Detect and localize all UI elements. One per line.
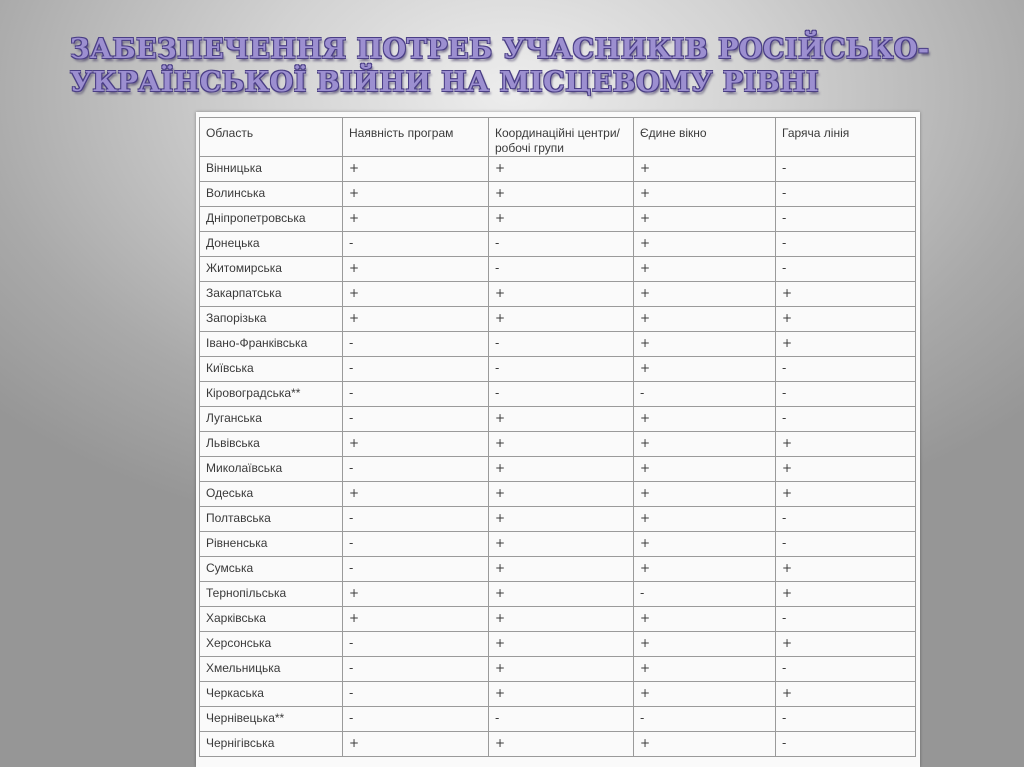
- cell-region: Львівська: [200, 432, 343, 457]
- cell-hotline: -: [776, 257, 916, 282]
- cell-single-window: +: [634, 307, 776, 332]
- cell-single-window: +: [634, 332, 776, 357]
- cell-coordination-centers: +: [489, 307, 634, 332]
- cell-region: Донецька: [200, 232, 343, 257]
- cell-hotline: -: [776, 707, 916, 732]
- cell-programs: +: [343, 607, 489, 632]
- table-row: [200, 307, 916, 332]
- cell-coordination-centers: +: [489, 507, 634, 532]
- table-row: [200, 457, 916, 482]
- cell-hotline: -: [776, 382, 916, 407]
- cell-coordination-centers: +: [489, 407, 634, 432]
- table-row: [200, 182, 916, 207]
- slide-title-line-1: ЗАБЕЗПЕЧЕННЯ ПОТРЕБ УЧАСНИКІВ РОСІЙСЬКО-: [70, 34, 930, 65]
- cell-programs: +: [343, 157, 489, 182]
- slide-title: [70, 33, 1010, 99]
- table-row: [200, 207, 916, 232]
- cell-region: Волинська: [200, 182, 343, 207]
- cell-coordination-centers: +: [489, 607, 634, 632]
- cell-programs: +: [343, 282, 489, 307]
- cell-region: Черкаська: [200, 682, 343, 707]
- cell-hotline: -: [776, 157, 916, 182]
- table-row: [200, 657, 916, 682]
- cell-single-window: +: [634, 532, 776, 557]
- cell-hotline: -: [776, 507, 916, 532]
- cell-single-window: -: [634, 707, 776, 732]
- cell-programs: +: [343, 257, 489, 282]
- cell-region: Сумська: [200, 557, 343, 582]
- cell-programs: +: [343, 182, 489, 207]
- table-row: [200, 332, 916, 357]
- cell-coordination-centers: +: [489, 457, 634, 482]
- cell-coordination-centers: +: [489, 532, 634, 557]
- cell-hotline: +: [776, 557, 916, 582]
- cell-single-window: +: [634, 157, 776, 182]
- table-row: [200, 682, 916, 707]
- cell-hotline: -: [776, 407, 916, 432]
- header-region: Область: [200, 118, 343, 157]
- cell-coordination-centers: +: [489, 632, 634, 657]
- cell-programs: -: [343, 457, 489, 482]
- table-row: [200, 532, 916, 557]
- cell-hotline: -: [776, 207, 916, 232]
- cell-hotline: -: [776, 232, 916, 257]
- table-row: [200, 382, 916, 407]
- cell-coordination-centers: -: [489, 382, 634, 407]
- table-row: [200, 257, 916, 282]
- cell-region: Дніпропетровська: [200, 207, 343, 232]
- cell-programs: -: [343, 707, 489, 732]
- header-coordination-centers: Координаційні центри/робочі групи: [489, 118, 634, 157]
- cell-single-window: +: [634, 507, 776, 532]
- cell-single-window: +: [634, 232, 776, 257]
- table-row: [200, 507, 916, 532]
- header-hotline: Гаряча лінія: [776, 118, 916, 157]
- table-row: [200, 607, 916, 632]
- cell-coordination-centers: +: [489, 182, 634, 207]
- cell-programs: +: [343, 432, 489, 457]
- cell-coordination-centers: -: [489, 332, 634, 357]
- table-row: [200, 557, 916, 582]
- table-row: [200, 632, 916, 657]
- cell-single-window: +: [634, 257, 776, 282]
- cell-region: Полтавська: [200, 507, 343, 532]
- cell-coordination-centers: +: [489, 732, 634, 757]
- table-row: [200, 282, 916, 307]
- table-row: [200, 232, 916, 257]
- cell-single-window: +: [634, 432, 776, 457]
- cell-programs: -: [343, 507, 489, 532]
- cell-programs: +: [343, 482, 489, 507]
- cell-hotline: -: [776, 357, 916, 382]
- cell-region: Вінницька: [200, 157, 343, 182]
- cell-hotline: -: [776, 732, 916, 757]
- cell-single-window: +: [634, 632, 776, 657]
- cell-single-window: +: [634, 732, 776, 757]
- cell-hotline: +: [776, 482, 916, 507]
- cell-region: Закарпатська: [200, 282, 343, 307]
- header-single-window: Єдине вікно: [634, 118, 776, 157]
- cell-single-window: +: [634, 282, 776, 307]
- header-programs: Наявність програм: [343, 118, 489, 157]
- cell-region: Харківська: [200, 607, 343, 632]
- cell-region: Київська: [200, 357, 343, 382]
- cell-hotline: +: [776, 682, 916, 707]
- table-body: [200, 157, 916, 757]
- cell-hotline: +: [776, 307, 916, 332]
- cell-programs: -: [343, 382, 489, 407]
- cell-region: Луганська: [200, 407, 343, 432]
- cell-single-window: +: [634, 482, 776, 507]
- cell-coordination-centers: +: [489, 682, 634, 707]
- table-row: [200, 357, 916, 382]
- cell-single-window: +: [634, 182, 776, 207]
- cell-programs: -: [343, 332, 489, 357]
- cell-programs: -: [343, 682, 489, 707]
- cell-hotline: -: [776, 657, 916, 682]
- cell-hotline: -: [776, 182, 916, 207]
- table-header-row: [200, 118, 916, 157]
- cell-coordination-centers: -: [489, 707, 634, 732]
- cell-programs: -: [343, 532, 489, 557]
- table-row: [200, 407, 916, 432]
- cell-region: Рівненська: [200, 532, 343, 557]
- cell-programs: -: [343, 557, 489, 582]
- cell-coordination-centers: +: [489, 482, 634, 507]
- cell-programs: +: [343, 582, 489, 607]
- cell-region: Тернопільська: [200, 582, 343, 607]
- slide-title-line-2: УКРАЇНСЬКОЇ ВІЙНИ НА МІСЦЕВОМУ РІВНІ: [70, 67, 820, 98]
- table-row: [200, 732, 916, 757]
- cell-region: Херсонська: [200, 632, 343, 657]
- cell-coordination-centers: -: [489, 232, 634, 257]
- cell-hotline: -: [776, 607, 916, 632]
- cell-region: Житомирська: [200, 257, 343, 282]
- cell-region: Чернівецька**: [200, 707, 343, 732]
- cell-hotline: +: [776, 632, 916, 657]
- cell-programs: -: [343, 407, 489, 432]
- table-row: [200, 482, 916, 507]
- cell-single-window: +: [634, 557, 776, 582]
- table-row: [200, 157, 916, 182]
- cell-single-window: -: [634, 582, 776, 607]
- cell-coordination-centers: +: [489, 657, 634, 682]
- cell-single-window: +: [634, 607, 776, 632]
- cell-programs: -: [343, 232, 489, 257]
- cell-single-window: +: [634, 657, 776, 682]
- cell-hotline: +: [776, 432, 916, 457]
- cell-region: Хмельницька: [200, 657, 343, 682]
- cell-coordination-centers: +: [489, 557, 634, 582]
- cell-coordination-centers: +: [489, 207, 634, 232]
- cell-hotline: +: [776, 582, 916, 607]
- regions-table: [199, 117, 916, 757]
- cell-region: Одеська: [200, 482, 343, 507]
- cell-single-window: +: [634, 457, 776, 482]
- cell-coordination-centers: -: [489, 257, 634, 282]
- cell-programs: -: [343, 357, 489, 382]
- cell-programs: +: [343, 307, 489, 332]
- cell-coordination-centers: +: [489, 432, 634, 457]
- table-row: [200, 707, 916, 732]
- cell-programs: +: [343, 732, 489, 757]
- cell-programs: -: [343, 657, 489, 682]
- cell-region: Чернігівська: [200, 732, 343, 757]
- cell-single-window: +: [634, 407, 776, 432]
- cell-hotline: +: [776, 282, 916, 307]
- cell-single-window: +: [634, 207, 776, 232]
- cell-programs: +: [343, 207, 489, 232]
- cell-region: Кіровоградська**: [200, 382, 343, 407]
- cell-hotline: -: [776, 532, 916, 557]
- cell-hotline: +: [776, 457, 916, 482]
- cell-single-window: +: [634, 357, 776, 382]
- cell-coordination-centers: +: [489, 582, 634, 607]
- cell-single-window: +: [634, 682, 776, 707]
- table-row: [200, 582, 916, 607]
- cell-region: Запорізька: [200, 307, 343, 332]
- cell-region: Миколаївська: [200, 457, 343, 482]
- cell-programs: -: [343, 632, 489, 657]
- table-row: [200, 432, 916, 457]
- cell-coordination-centers: -: [489, 357, 634, 382]
- cell-region: Івано-Франківська: [200, 332, 343, 357]
- table-panel: [196, 112, 920, 767]
- cell-coordination-centers: +: [489, 157, 634, 182]
- cell-hotline: +: [776, 332, 916, 357]
- cell-single-window: -: [634, 382, 776, 407]
- cell-coordination-centers: +: [489, 282, 634, 307]
